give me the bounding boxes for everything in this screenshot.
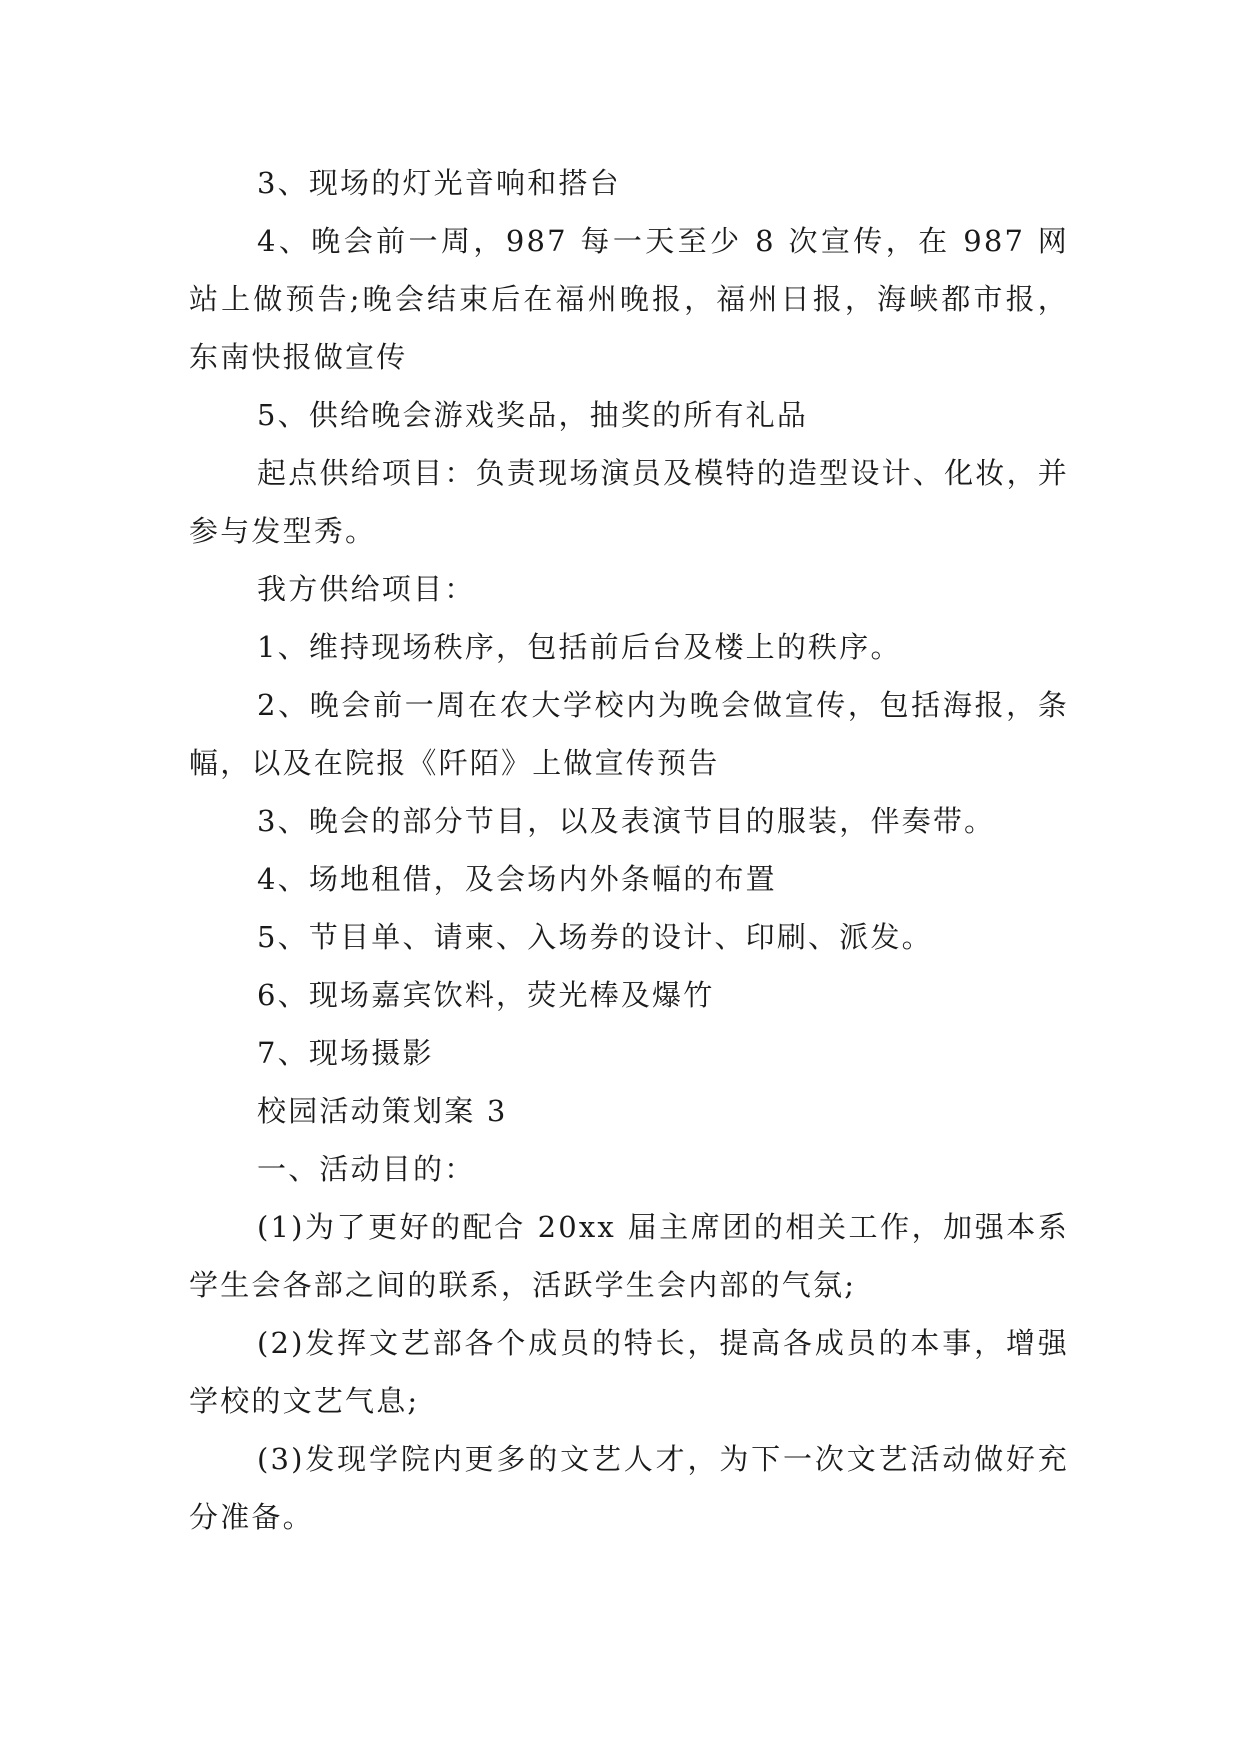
section-heading-purpose: 一、活动目的： bbox=[257, 1152, 476, 1186]
paragraph-our-item-2: 2、晚会前一周在农大学校内为晚会做宣传，包括海报，条幅，以及在院报《阡陌》上做宣传预告 bbox=[189, 688, 1069, 780]
paragraph-our-item-4: 4、场地租借，及会场内外条幅的布置 bbox=[257, 862, 777, 896]
paragraph-our-item-6: 6、现场嘉宾饮料，荧光棒及爆竹 bbox=[257, 978, 715, 1012]
paragraph-our-items-heading: 我方供给项目： bbox=[257, 572, 476, 606]
paragraph-our-item-7: 7、现场摄影 bbox=[257, 1036, 434, 1070]
paragraph-item-3-lighting: 3、现场的灯光音响和搭台 bbox=[257, 166, 621, 200]
paragraph-our-item-3: 3、晚会的部分节目，以及表演节目的服装，伴奏带。 bbox=[257, 804, 996, 838]
paragraph-purpose-3: (3)发现学院内更多的文艺人才，为下一次文艺活动做好充分准备。 bbox=[189, 1442, 1069, 1534]
section-title: 校园活动策划案 3 bbox=[257, 1094, 508, 1128]
paragraph-our-item-5: 5、节目单、请柬、入场券的设计、印刷、派发。 bbox=[257, 920, 933, 954]
paragraph-item-4-publicity: 4、晚会前一周，987 每一天至少 8 次宣传，在 987 网站上做预告;晚会结束后在福州晚报，福州日报，海峡都市报，东南快报做宣传 bbox=[189, 224, 1069, 374]
paragraph-qidian-items: 起点供给项目：负责现场演员及模特的造型设计、化妆，并参与发型秀。 bbox=[189, 456, 1069, 548]
paragraph-our-item-1: 1、维持现场秩序，包括前后台及楼上的秩序。 bbox=[257, 630, 902, 664]
document-body bbox=[189, 154, 1069, 1546]
paragraph-purpose-1: (1)为了更好的配合 20xx 届主席团的相关工作，加强本系学生会各部之间的联系，活跃学生会内部的气氛; bbox=[189, 1210, 1069, 1302]
paragraph-purpose-2: (2)发挥文艺部各个成员的特长，提高各成员的本事，增强学校的文艺气息; bbox=[189, 1326, 1069, 1418]
paragraph-item-5-prizes: 5、供给晚会游戏奖品，抽奖的所有礼品 bbox=[257, 398, 809, 432]
